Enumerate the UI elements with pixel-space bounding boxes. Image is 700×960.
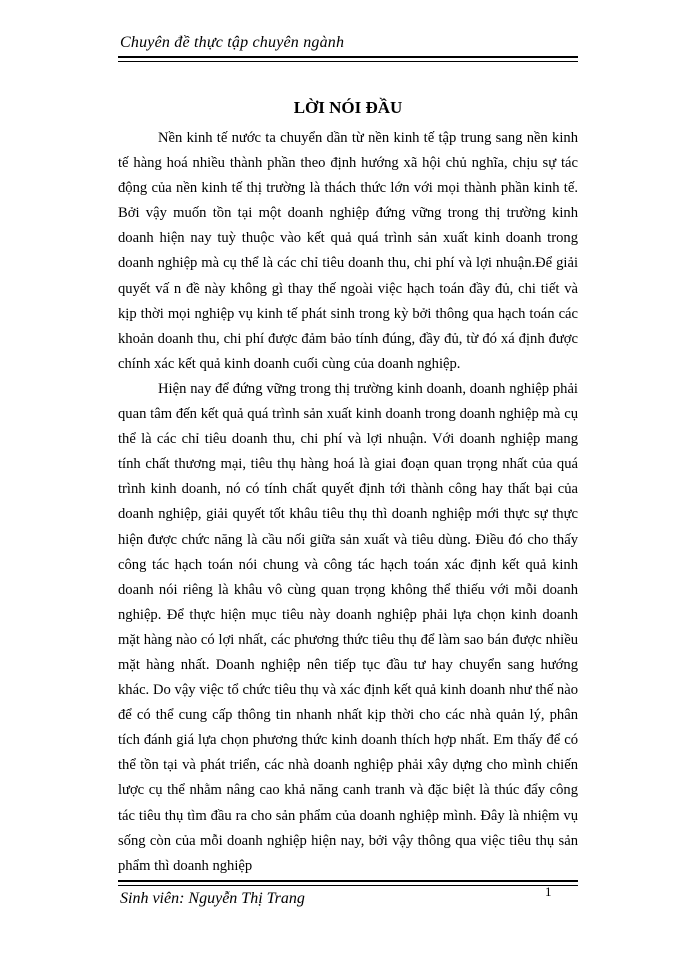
body-text xyxy=(118,126,578,879)
header-rule-thick xyxy=(118,56,578,58)
page-number: 1 xyxy=(545,884,552,899)
header-rule-thin xyxy=(118,61,578,62)
footer-rule-thick xyxy=(118,880,578,882)
paragraph-1: Nền kinh tế nước ta chuyển dần từ nền kinh tế tập trung sang nền kinh tế hàng hoá nhiều thành phần theo định hướng xã hội chủ nghĩa, chịu sự tác động của nền kinh tế thị trường là thách thức lớn với mọi thành phần kinh tế. Bởi vậy muốn tồn tại một doanh nghiệp đứng vững trong thị trường kinh doanh hiện nay tuỳ thuộc vào kết quả quá trình sản xuất kinh doanh trong doanh nghiệp mà cụ thể là các chỉ tiêu doanh thu, chi phí và lợi nhuận.Để giải quyết vấ n đề này không gì thay thế ngoài việc hạch toán đầy đủ, chi tiết và kịp thời mọi nghiệp vụ kinh tế phát sinh trong kỳ bởi thông qua hạch toán các khoản doanh thu, chi phí được đảm bảo tính đúng, đầy đủ, từ đó xá định được chính xác kết quả kinh doanh cuối cùng của doanh nghiệp. xyxy=(118,130,578,372)
page-title: LỜI NÓI ĐẦU xyxy=(293,98,403,117)
paragraph-2: Hiện nay để đứng vững trong thị trường kinh doanh, doanh nghiệp phải quan tâm đến kết quả quá trình sản xuất kinh doanh trong doanh nghiệp mà cụ thể là các chỉ tiêu doanh thu, chi phí và lợi nhuận. Với doanh nghiệp mang tính chất thương mại, tiêu thụ hàng hoá là giai đoạn quan trọng nhất của quá trình kinh doanh, nó có tính chất quyết định tới thành công hay thất bại của doanh nghiệp, giải quyết tốt khâu tiêu thụ thì doanh nghiệp mới thực sự thực hiện được chức năng là cầu nối giữa sản xuất và tiêu dùng. Điều đó cho thấy công tác hạch toán nói chung và công tác hạch toán xác định kết quả kinh doanh nói riêng là khâu vô cùng quan trọng không thể thiếu với mỗi doanh nghiệp. Để thực hiện mục tiêu này doanh nghiệp phải lựa chọn kinh doanh mặt hàng nào có lợi nhất, các phương thức tiêu thụ để làm sao bán được nhiều mặt hàng nhất. Doanh nghiệp nên tiếp tục đầu tư hay chuyển sang hướng khác. Do vậy việc tổ chức tiêu thụ và xác định kết quả kinh doanh như thế nào để có thể cung cấp thông tin nhanh nhất kịp thời cho các nhà quản lý, phân tích đánh giá lựa chọn phương thức kinh doanh thích hợp nhất. Em thấy để có thể tồn tại và phát triển, các nhà doanh nghiệp phải xây dựng cho mình chiến lược cụ thể nhằm nâng cao khả năng canh tranh và đặc biệt là thúc đẩy công tác tiêu thụ tìm đầu ra cho sản phẩm của doanh nghiệp mình. Đây là nhiệm vụ sống còn của mỗi doanh nghiệp hiện nay, bởi vậy thông qua việc tiêu thụ sản phẩm thì doanh nghiệp xyxy=(118,380,578,874)
footer-rule-thin xyxy=(118,885,578,886)
footer-student: Sinh viên: Nguyễn Thị Trang xyxy=(120,890,305,907)
running-header: Chuyên đề thực tập chuyên ngành xyxy=(120,34,345,51)
